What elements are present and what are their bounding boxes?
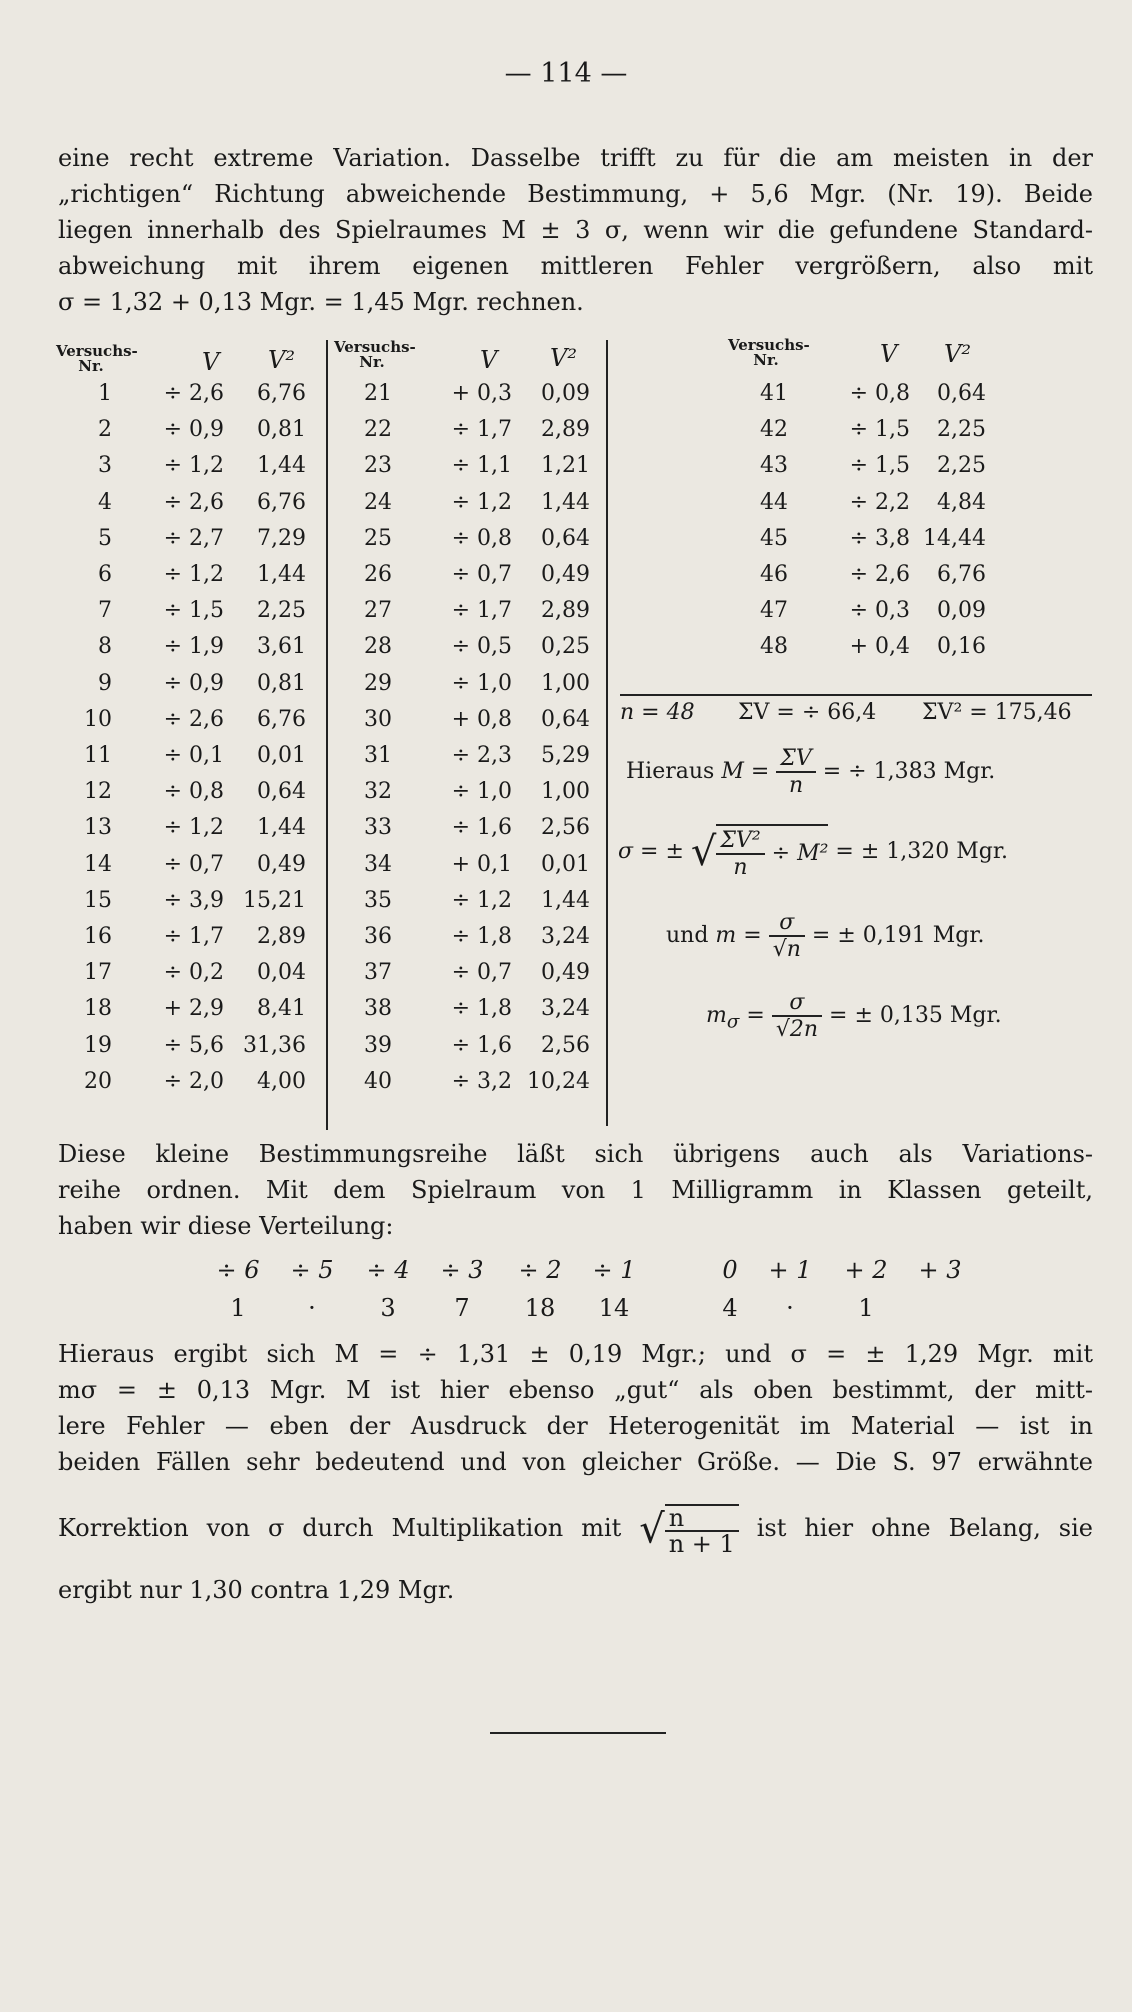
- class-count: 1: [858, 1294, 874, 1322]
- sigma-lhs: σ = ±: [618, 839, 684, 864]
- cell-v: ÷ 0,3: [849, 598, 910, 624]
- ms-num: σ: [772, 990, 822, 1017]
- cell-v: ÷ 1,6: [451, 1032, 512, 1058]
- class-count: 7: [454, 1294, 470, 1322]
- cell-v: ÷ 2,7: [163, 525, 224, 551]
- cell-nr: 36: [364, 924, 392, 949]
- cell-v2: 2,89: [541, 598, 590, 624]
- cell-nr: 4: [98, 489, 112, 515]
- sigma-mid: ÷ M²: [771, 841, 829, 866]
- cell-v2: 2,89: [541, 417, 590, 443]
- cell-v2: 6,76: [937, 562, 986, 587]
- sqrt-icon: √: [690, 829, 717, 875]
- cell-nr: 26: [364, 562, 392, 587]
- sigma-formula: [618, 824, 1008, 880]
- mean-formula: [626, 746, 995, 798]
- cell-v2: 2,56: [541, 815, 590, 841]
- header-nr-1: Versuchs- Nr.: [56, 342, 138, 375]
- cell-v2: 10,24: [527, 1068, 590, 1094]
- cell-v: ÷ 1,0: [451, 779, 512, 805]
- cell-nr: 45: [760, 525, 788, 551]
- cell-v2: 2,25: [937, 453, 986, 479]
- table-row: [0, 485, 1132, 521]
- cell-v: ÷ 3,9: [163, 887, 224, 913]
- header-v-3: V: [880, 340, 898, 368]
- cell-v2: 0,64: [541, 525, 590, 551]
- cell-nr: 28: [364, 634, 392, 660]
- text-line: ergibt nur 1,30 contra 1,29 Mgr.: [58, 1576, 455, 1604]
- text-line: haben wir diese Verteilung:: [58, 1212, 394, 1240]
- cell-nr: 13: [84, 815, 112, 841]
- cell-v: ÷ 1,5: [849, 453, 910, 479]
- cell-nr: 38: [364, 996, 392, 1022]
- class-label: ÷ 4: [366, 1256, 410, 1284]
- cell-v: + 2,9: [163, 996, 224, 1022]
- intro-paragraph: [58, 140, 1093, 320]
- mm-fraction: [769, 910, 805, 962]
- cell-v2: 3,61: [257, 634, 306, 660]
- paragraph-4-end: [58, 1572, 1093, 1608]
- cell-v: ÷ 0,9: [163, 417, 224, 443]
- header-v-2: V: [480, 346, 498, 374]
- cell-v: ÷ 2,6: [163, 381, 224, 406]
- sqrt-icon: √: [639, 1506, 665, 1553]
- cell-v2: 6,76: [257, 706, 306, 732]
- m-lhs: M =: [721, 759, 770, 784]
- class-count: 18: [524, 1294, 556, 1322]
- cell-v: ÷ 1,2: [163, 562, 224, 587]
- ms-lhs: m: [706, 1003, 727, 1028]
- sigma-den: n: [733, 855, 748, 880]
- cell-nr: 21: [364, 381, 392, 406]
- header-v2-3: V²: [944, 340, 971, 368]
- cell-v2: 6,76: [257, 489, 306, 515]
- mm-rhs: = ± 0,191 Mgr.: [811, 923, 985, 948]
- cell-v2: 0,64: [937, 381, 986, 406]
- cell-v: ÷ 1,8: [451, 996, 512, 1022]
- text-line: reihe ordnen. Mit dem Spielraum von 1 Milligramm in Klassen geteilt,: [58, 1176, 1093, 1204]
- cell-v2: 0,01: [541, 851, 590, 877]
- ms-fraction: [772, 990, 822, 1042]
- cell-v: ÷ 2,6: [849, 562, 910, 587]
- sum-line: [620, 700, 1092, 736]
- cell-v2: 7,29: [257, 525, 306, 551]
- cell-nr: 30: [364, 706, 392, 732]
- cell-nr: 29: [364, 670, 392, 696]
- header-nr-2: Versuchs- Nr.: [334, 338, 416, 371]
- sigma-rhs: = ± 1,320 Mgr.: [835, 839, 1008, 864]
- hieraus-label: Hieraus: [626, 759, 715, 784]
- cell-nr: 6: [98, 562, 112, 587]
- cell-v: ÷ 1,1: [451, 453, 512, 479]
- mm-den: √n: [772, 937, 801, 962]
- cell-nr: 8: [98, 634, 112, 660]
- cell-nr: 18: [84, 996, 112, 1022]
- cell-v: ÷ 0,7: [451, 562, 512, 587]
- cell-v2: 0,64: [541, 706, 590, 732]
- cell-v2: 1,00: [541, 779, 590, 805]
- sqrt-icon: √: [775, 1017, 790, 1042]
- cell-v2: 0,16: [937, 634, 986, 660]
- cell-v: ÷ 2,0: [163, 1068, 224, 1094]
- distribution-counts: [0, 1294, 1132, 1328]
- cell-v: ÷ 0,7: [451, 960, 512, 986]
- m-rhs: = ÷ 1,383 Mgr.: [822, 759, 996, 784]
- table-row: [0, 557, 1132, 593]
- cell-v: ÷ 1,2: [451, 489, 512, 515]
- cell-v: ÷ 1,7: [163, 924, 224, 949]
- cell-nr: 37: [364, 960, 392, 986]
- table-row: [0, 666, 1132, 702]
- text-line: abweichung mit ihrem eigenen mittleren Fehler vergrößern, also mit: [58, 252, 1093, 280]
- cell-nr: 22: [364, 417, 392, 443]
- cell-v2: 0,49: [541, 562, 590, 587]
- header-nr-3: Versuchs- Nr.: [728, 336, 810, 369]
- cell-v: ÷ 0,1: [163, 743, 224, 768]
- cell-v: + 0,4: [849, 634, 910, 660]
- cell-nr: 20: [84, 1068, 112, 1094]
- mm-lhs: m =: [715, 923, 762, 948]
- cell-v2: 5,29: [541, 743, 590, 768]
- table-row: [0, 448, 1132, 484]
- cell-v: ÷ 0,2: [163, 960, 224, 986]
- cell-v2: 1,44: [257, 562, 306, 587]
- class-label: ÷ 6: [216, 1256, 260, 1284]
- cell-v2: 0,81: [257, 670, 306, 696]
- cell-v2: 1,21: [541, 453, 590, 479]
- cell-nr: 27: [364, 598, 392, 624]
- table-row: [0, 521, 1132, 557]
- cell-v: ÷ 0,8: [451, 525, 512, 551]
- text-line: liegen innerhalb des Spielraumes M ± 3 σ, wenn wir die gefundene Standard-: [58, 216, 1093, 244]
- cell-v: ÷ 0,7: [163, 851, 224, 877]
- cell-nr: 31: [364, 743, 392, 768]
- cell-nr: 17: [84, 960, 112, 986]
- table-row: [0, 376, 1132, 412]
- cell-v2: 2,25: [257, 598, 306, 624]
- cell-nr: 47: [760, 598, 788, 624]
- class-count: 3: [380, 1294, 396, 1322]
- text-line: Hieraus ergibt sich M = ÷ 1,31 ± 0,19 Mgr.; und σ = ± 1,29 Mgr. mit: [58, 1340, 1093, 1368]
- cell-v2: 0,04: [257, 960, 306, 986]
- cell-v: + 0,3: [451, 381, 512, 406]
- cell-nr: 35: [364, 887, 392, 913]
- summary-rule: [620, 694, 1092, 696]
- cell-v: ÷ 2,3: [451, 743, 512, 768]
- cell-v2: 1,00: [541, 670, 590, 696]
- class-count: 14: [598, 1294, 630, 1322]
- cell-v2: 31,36: [243, 1032, 306, 1058]
- cell-nr: 46: [760, 562, 788, 587]
- class-count: 4: [722, 1294, 738, 1322]
- cell-nr: 33: [364, 815, 392, 841]
- page-number: — 114 —: [504, 58, 628, 89]
- cell-v2: 3,24: [541, 924, 590, 949]
- text-line: eine recht extreme Variation. Dasselbe trifft zu für die am meisten in der: [58, 144, 1093, 172]
- paragraph-4: [58, 1500, 1093, 1556]
- cell-v2: 15,21: [243, 887, 306, 913]
- header-v2-1: V²: [268, 346, 295, 374]
- cell-nr: 39: [364, 1032, 392, 1058]
- cell-nr: 19: [84, 1032, 112, 1058]
- class-label: ÷ 5: [290, 1256, 334, 1284]
- class-label: + 1: [768, 1256, 812, 1284]
- sum-v: ΣV = ÷ 66,4: [738, 700, 877, 725]
- cell-v: ÷ 1,6: [451, 815, 512, 841]
- cell-v2: 0,64: [257, 779, 306, 805]
- text-line: σ = 1,32 + 0,13 Mgr. = 1,45 Mgr. rechnen.: [58, 288, 584, 316]
- cell-nr: 5: [98, 525, 112, 551]
- cell-v: + 0,8: [451, 706, 512, 732]
- cell-nr: 2: [98, 417, 112, 443]
- m-error-formula: [666, 910, 984, 962]
- m-den: n: [788, 773, 804, 798]
- class-label: ÷ 3: [440, 1256, 484, 1284]
- cell-v: + 0,1: [451, 851, 512, 877]
- class-label: + 2: [844, 1256, 888, 1284]
- text-line: beiden Fällen sehr bedeutend und von gleicher Größe. — Die S. 97 erwähnte: [58, 1448, 1093, 1476]
- n-fraction: $\frac{n}{n + 1}$: [665, 1506, 739, 1556]
- cell-v: ÷ 1,7: [451, 417, 512, 443]
- cell-v2: 1,44: [257, 815, 306, 841]
- cell-nr: 12: [84, 779, 112, 805]
- paragraph-2: [58, 1136, 1093, 1244]
- end-rule: [490, 1732, 666, 1734]
- ms-den: √2n: [775, 1017, 819, 1042]
- sigma-num: ΣV²: [716, 828, 764, 855]
- cell-nr: 41: [760, 381, 788, 406]
- table-row: [0, 593, 1132, 629]
- distribution-classes: [0, 1256, 1132, 1290]
- table-row: [0, 412, 1132, 448]
- cell-v2: 2,56: [541, 1032, 590, 1058]
- header-v-1: V: [202, 348, 220, 376]
- cell-v: ÷ 5,6: [163, 1032, 224, 1058]
- cell-v2: 8,41: [257, 996, 306, 1022]
- cell-v2: 1,44: [541, 489, 590, 515]
- cell-v: ÷ 0,5: [451, 634, 512, 660]
- cell-nr: 15: [84, 887, 112, 913]
- cell-nr: 48: [760, 634, 788, 660]
- cell-v: ÷ 1,2: [451, 887, 512, 913]
- mm-num: σ: [769, 910, 805, 937]
- cell-nr: 25: [364, 525, 392, 551]
- table-row: [0, 629, 1132, 665]
- cell-nr: 43: [760, 453, 788, 479]
- ms-eq: =: [746, 1003, 765, 1028]
- cell-v2: 0,09: [937, 598, 986, 624]
- table-row: [0, 1064, 1132, 1100]
- cell-v: ÷ 2,6: [163, 706, 224, 732]
- cell-v: ÷ 1,5: [849, 417, 910, 443]
- text-line: Diese kleine Bestimmungsreihe läßt sich übrigens auch als Variations-: [58, 1140, 1093, 1168]
- class-label: ÷ 2: [518, 1256, 562, 1284]
- sqrt-body: [716, 824, 828, 880]
- cell-v2: 3,24: [541, 996, 590, 1022]
- cell-nr: 44: [760, 489, 788, 515]
- cell-v2: 4,84: [937, 489, 986, 515]
- header-v2-2: V²: [550, 344, 577, 372]
- sigma-fraction: [716, 828, 764, 880]
- cell-nr: 24: [364, 489, 392, 515]
- cell-nr: 1: [98, 381, 112, 406]
- cell-nr: 14: [84, 851, 112, 877]
- cell-nr: 9: [98, 670, 112, 696]
- cell-v2: 0,09: [541, 381, 590, 406]
- cell-v: ÷ 0,8: [163, 779, 224, 805]
- ms-rhs: = ± 0,135 Mgr.: [829, 1003, 1002, 1028]
- cell-v2: 0,49: [541, 960, 590, 986]
- text-line: Korrektion von σ durch Multiplikation mit √ $\frac{n}{n + 1}$ ist hier ohne Belang, sie: [58, 1503, 1093, 1558]
- cell-nr: 10: [84, 706, 112, 732]
- cell-v2: 4,00: [257, 1068, 306, 1094]
- cell-v: ÷ 3,8: [849, 525, 910, 551]
- sum-v2: ΣV² = 175,46: [922, 700, 1072, 725]
- cell-v2: 0,25: [541, 634, 590, 660]
- cell-nr: 32: [364, 779, 392, 805]
- sigma-error-formula: [706, 990, 1002, 1042]
- class-count: ·: [308, 1294, 316, 1322]
- cell-nr: 11: [84, 743, 112, 768]
- ms-sub: σ: [726, 1011, 740, 1033]
- cell-v: ÷ 0,9: [163, 670, 224, 696]
- class-label: 0: [722, 1256, 738, 1284]
- class-count: 1: [230, 1294, 246, 1322]
- text-line: lere Fehler — eben der Ausdruck der Heterogenität im Material — ist in: [58, 1412, 1093, 1440]
- cell-v: ÷ 1,2: [163, 815, 224, 841]
- class-label: + 3: [918, 1256, 962, 1284]
- cell-v2: 0,49: [257, 851, 306, 877]
- cell-nr: 42: [760, 417, 788, 443]
- cell-nr: 34: [364, 851, 392, 877]
- cell-v: ÷ 1,8: [451, 924, 512, 949]
- cell-v: ÷ 1,7: [451, 598, 512, 624]
- cell-v: ÷ 3,2: [451, 1068, 512, 1094]
- m-fraction: [776, 746, 815, 798]
- n-value: n = 48: [620, 700, 695, 725]
- cell-v2: 6,76: [257, 381, 306, 406]
- cell-v: ÷ 1,0: [451, 670, 512, 696]
- paragraph-3: [58, 1336, 1093, 1480]
- cell-v: ÷ 2,2: [849, 489, 910, 515]
- text-line: „richtigen“ Richtung abweichende Bestimmung, + 5,6 Mgr. (Nr. 19). Beide: [58, 180, 1093, 208]
- cell-nr: 7: [98, 598, 112, 624]
- cell-v2: 2,25: [937, 417, 986, 443]
- cell-nr: 16: [84, 924, 112, 949]
- cell-nr: 3: [98, 453, 112, 479]
- und-label: und: [666, 923, 709, 948]
- cell-nr: 40: [364, 1068, 392, 1094]
- sqrt-body: [665, 1504, 739, 1556]
- cell-v: ÷ 2,6: [163, 489, 224, 515]
- cell-v: ÷ 1,9: [163, 634, 224, 660]
- cell-v2: 0,01: [257, 743, 306, 768]
- cell-v2: 0,81: [257, 417, 306, 443]
- cell-v2: 14,44: [923, 525, 986, 551]
- cell-v2: 1,44: [257, 453, 306, 479]
- class-count: ·: [786, 1294, 794, 1322]
- cell-v: ÷ 1,5: [163, 598, 224, 624]
- m-num: ΣV: [776, 746, 815, 773]
- cell-v: ÷ 1,2: [163, 453, 224, 479]
- cell-v2: 2,89: [257, 924, 306, 949]
- cell-v: ÷ 0,8: [849, 381, 910, 406]
- text-line: mσ = ± 0,13 Mgr. M ist hier ebenso „gut“ als oben bestimmt, der mitt-: [58, 1376, 1093, 1404]
- cell-nr: 23: [364, 453, 392, 479]
- class-label: ÷ 1: [592, 1256, 636, 1284]
- cell-v2: 1,44: [541, 887, 590, 913]
- sqrt-icon: √: [772, 937, 787, 962]
